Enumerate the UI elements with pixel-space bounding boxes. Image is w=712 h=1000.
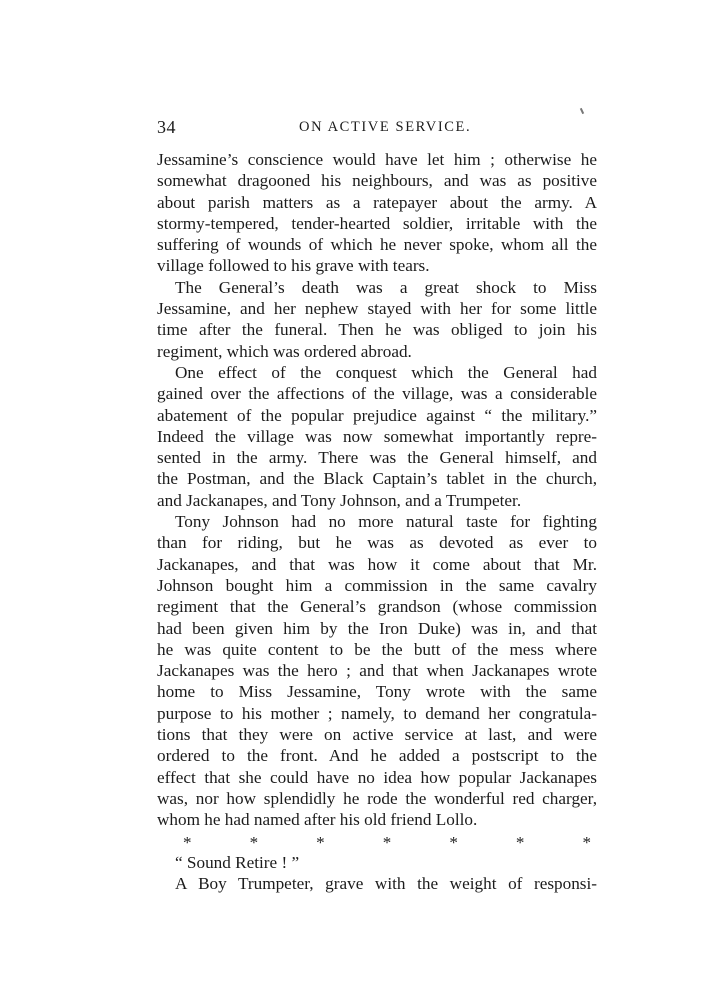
text-line: One effect of the conquest which the General had [175,362,597,382]
text-line: home to Miss Jessamine, Tony wrote with the same [157,682,597,702]
running-title: ON ACTIVE SERVICE. [299,119,472,135]
running-head [157,117,597,139]
text-line: ordered to the front. And he added a postscript to the [157,746,597,766]
text-line: abatement of the popular prejudice against “ the military.” [157,405,597,425]
text-line: Jessamine’s conscience would have let him ; otherwise he [157,150,597,169]
main-lines [157,149,597,831]
text-line: suffering of wounds of which he never spoke, whom all the [157,235,597,255]
text-line: Indeed the village was now somewhat importantly repre- [157,426,597,446]
page-number: 34 [157,117,176,137]
text-line: was, nor how splendidly he rode the wonderful red charger, [157,788,597,808]
text-line: and Jackanapes, and Tony Johnson, and a Trumpeter. [157,490,522,510]
text-line: Jessamine, and her nephew stayed with her for some little [157,299,597,319]
text-line: he was quite content to be the butt of the mess where [157,639,597,659]
text-line: “ Sound Retire ! ” [175,852,300,872]
separator-asterisk: * [582,832,591,852]
text-line: tions that they were on active service at last, and were [157,725,597,745]
separator-asterisk: * [449,832,458,852]
text-line: about parish matters as a ratepayer about the army. A [157,192,597,212]
closing-lines [157,852,597,895]
separator-asterisk: * [249,832,259,852]
text-line: A Boy Trumpeter, grave with the weight of responsi- [175,874,597,894]
text-line: regiment that the General’s grandson (whose commission [157,597,597,617]
text-line: Johnson bought him a commission in the same cavalry [157,575,597,595]
text-line: Jackanapes, and that was how it come about that Mr. [157,554,597,574]
text-line: sented in the army. There was the General himself, and [157,448,597,468]
section-separator [157,831,597,852]
text-line: gained over the affections of the village, was a considerable [157,384,597,404]
text-line: Tony Johnson had no more natural taste for fighting [175,512,597,532]
text-line: The General’s death was a great shock to Miss [175,277,597,297]
text-line: time after the funeral. Then he was obliged to join his [157,320,597,340]
text-line: effect that she could have no idea how popular Jackanapes [157,767,597,787]
text-line: Jackanapes was the hero ; and that when Jackanapes wrote [157,661,597,681]
text-line: purpose to his mother ; namely, to demand her congratula- [157,703,597,723]
text-line: village followed to his grave with tears. [157,256,430,276]
print-speck [580,108,584,114]
separator-asterisk: * [183,832,192,852]
separator-asterisk: * [382,832,392,852]
separator-asterisk: * [515,832,525,852]
text-line: whom he had named after his old friend Lollo. [157,810,478,830]
separator-asterisk: * [316,832,325,852]
text-line: the Postman, and the Black Captain’s tablet in the church, [157,469,597,489]
body-text [157,149,597,894]
text-line: than for riding, but he was as devoted as ever to [157,533,597,553]
text-line: somewhat dragooned his neighbours, and was as positive [157,171,597,191]
text-line: regiment, which was ordered abroad. [157,341,412,361]
text-line: had been given him by the Iron Duke) was in, and that [157,618,597,638]
text-line: stormy-tempered, tender-hearted soldier, irritable with the [157,213,597,233]
